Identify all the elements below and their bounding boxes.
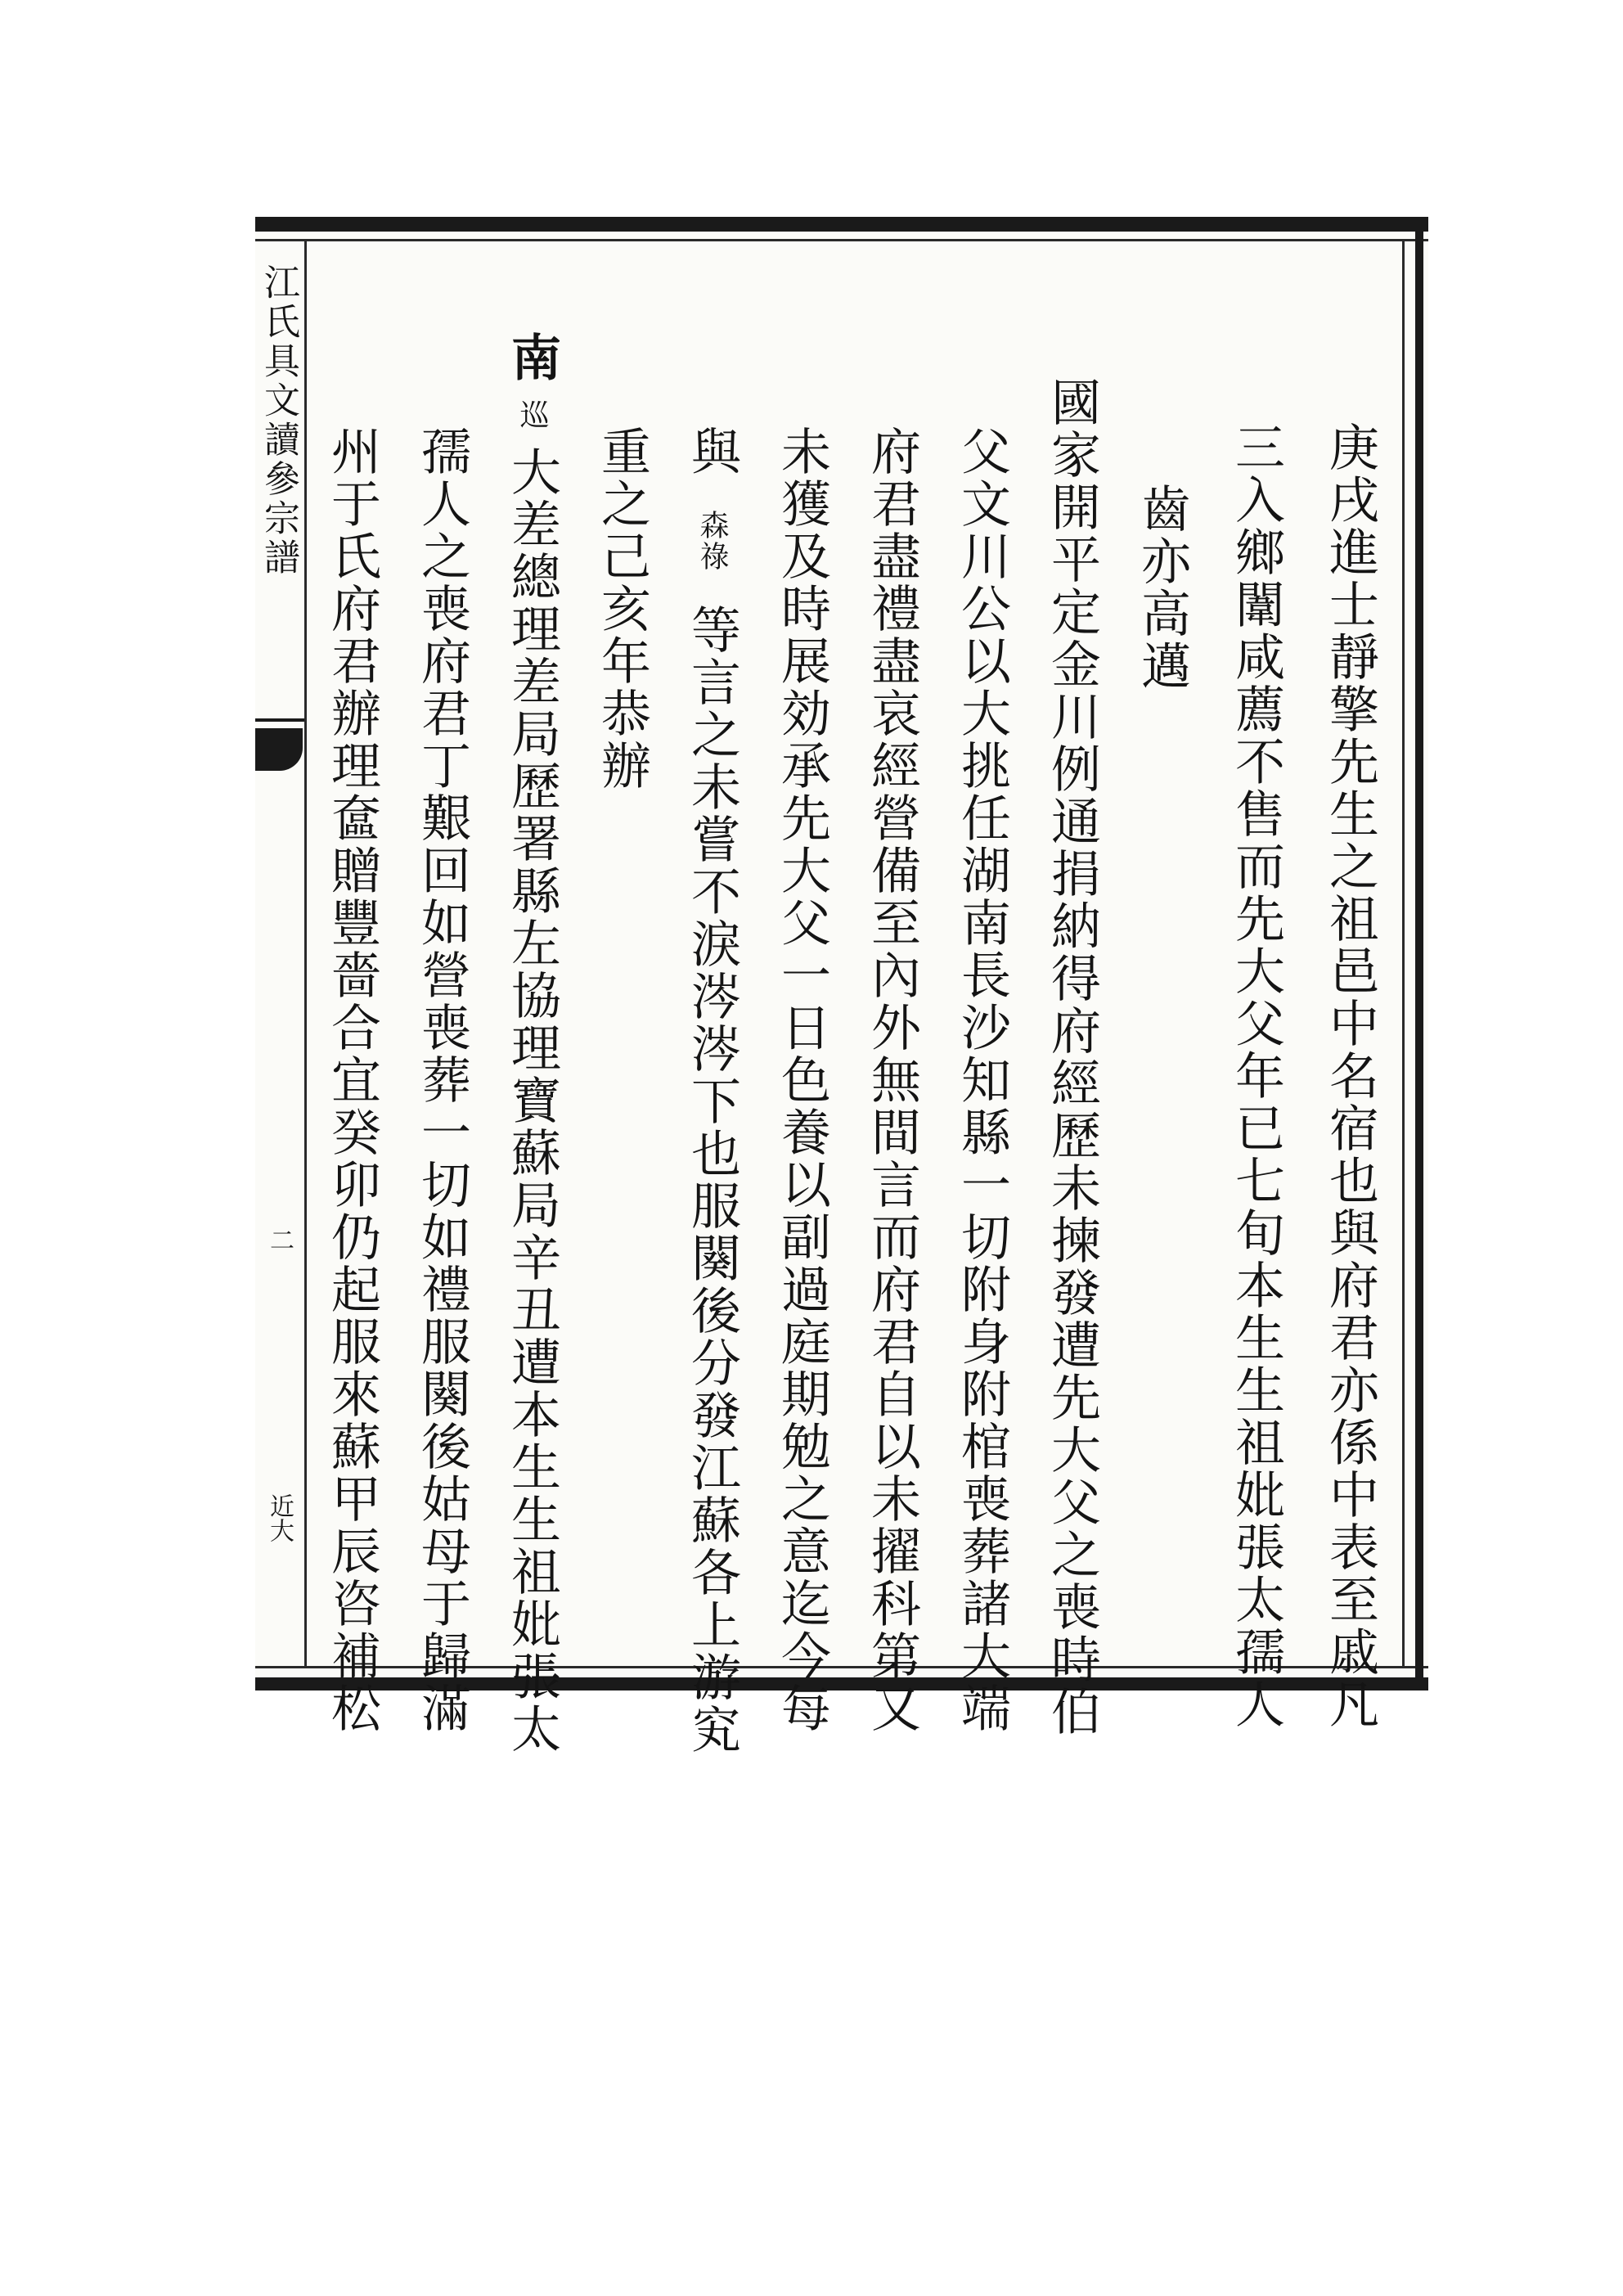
text-column-3: 齒亦高邁 — [1133, 483, 1191, 692]
text-column-7: 未獲及時展効承先大父一日色養以副過庭期勉之意迄今每 — [773, 425, 831, 1735]
right-border-thin — [1402, 239, 1405, 1668]
right-border-thick — [1415, 217, 1423, 1690]
text-column-6: 府君盡禮盡哀經營備至內外無間言而府君自以未擢科第又 — [863, 425, 921, 1735]
interlinear-name: 森祿 — [695, 510, 729, 572]
text-column-9: 重之己亥年恭辦 — [593, 425, 651, 792]
margin-mark: 二 — [265, 1227, 294, 1252]
text-column-10-body: 大差總理差局歷署縣左協理寶蘇局辛丑遭本生生祖妣張太 — [503, 446, 561, 1755]
top-border-thin — [255, 239, 1428, 241]
text-column-10-small: 巡 — [515, 399, 549, 430]
text-column-5: 父文川公以大挑任湖南長沙知縣一切附身附棺喪葬諸大端 — [953, 425, 1011, 1735]
text-column-12: 州于氏府君辦理奩贈豐嗇合宜癸卯仍起服來蘇甲辰咨補松 — [323, 425, 381, 1735]
text-column-2: 三入鄉闈咸薦不售而先大父年已七旬本生生祖妣張太孺人 — [1227, 421, 1285, 1731]
margin-title: 江氏具文讀參宗譜 — [258, 263, 299, 578]
text-column-10 — [503, 331, 561, 1755]
text-column-1: 庚戌進士靜擎先生之祖邑中名宿也與府君亦係中表至戚凡 — [1321, 421, 1379, 1731]
text-column-8 — [683, 425, 741, 1756]
text-column-8-lead: 與 — [683, 425, 741, 478]
fish-tail-mark — [255, 728, 303, 771]
margin-divider — [304, 239, 307, 1668]
text-column-4: 國家開平定金川例通捐納得府經歷未揀發遭先大父之喪時伯 — [1043, 376, 1101, 1738]
top-border-thick — [255, 217, 1428, 232]
text-column-8-body: 等言之未嘗不淚涔涔下也服闋後分發江蘇各上游䆒 — [683, 604, 741, 1756]
margin-folio: 近大 — [265, 1493, 294, 1542]
text-column-10-elevated: 南 — [503, 331, 561, 384]
text-column-11: 孺人之喪府君丁艱回如營喪葬一切如禮服闋後姑母于歸滿 — [413, 425, 471, 1735]
fish-tail-rule — [255, 718, 304, 722]
